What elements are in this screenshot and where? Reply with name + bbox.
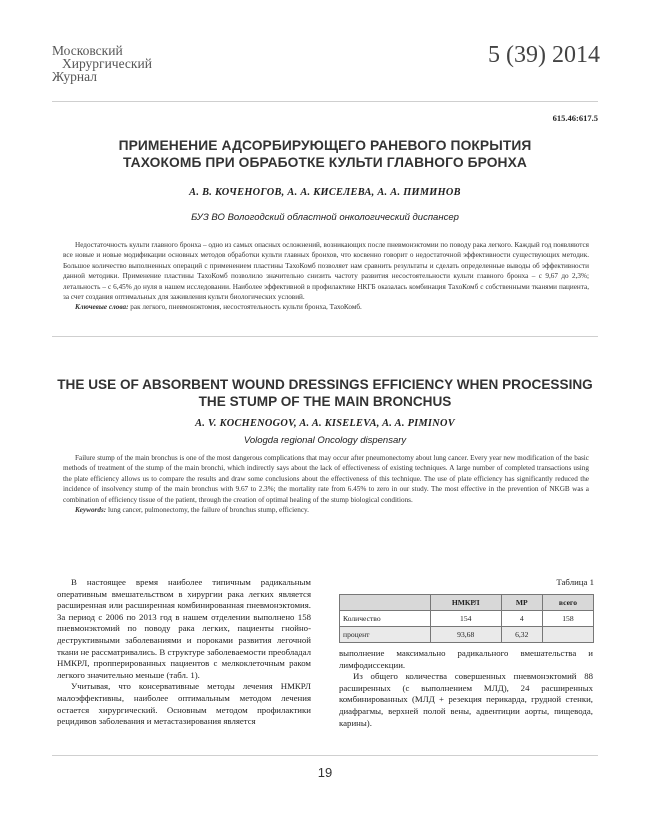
abstract-en [63,453,589,515]
table-header-cell: НМКРЛ [430,595,501,611]
article-title-ru: ПРИМЕНЕНИЕ АДСОРБИРУЮЩЕГО РАНЕВОГО ПОКРЫТИЯ ТАХОКОМБ ПРИ ОБРАБОТКЕ КУЛЬТИ ГЛАВНОГО БРОНХА [118,138,532,170]
keywords-ru-text: рак легкого, пневмонэктомия, несостоятельность культи бронха, ТахоКомб. [128,303,362,312]
logo-line-1: Московский [52,43,123,58]
logo-line-3: Журнал [52,69,98,84]
authors-en: A. V. KOCHENOGOV, A. A. KISELEVA, A. A. PIMINOV [195,418,455,429]
table-cell: 158 [542,611,593,627]
table-cell: 4 [501,611,542,627]
table-cell: процент [340,627,431,643]
body-paragraph: выполнение максимально радикального вмешательства и лимфодиссекции. [339,648,593,670]
table-cell: 93,68 [430,627,501,643]
table-cell: 6,32 [501,627,542,643]
issue-number: 5 (39) 2014 [488,42,600,68]
body-paragraph: Из общего количества совершенных пневмонэктомий 88 расширенных (с выполнением МЛД), 24 расширенных комбинированных (МЛД + резекция перикарда, грудной стенки, диафрагмы, верхней полой вены, адвентиции аорты, пищевода, карины). [339,671,593,728]
institution-ru: БУЗ ВО Вологодский областной онкологический диспансер [191,212,459,223]
footer-divider [52,755,598,756]
keywords-ru-label: Ключевые слова: [75,303,129,312]
page-number: 19 [317,765,333,780]
table-header-cell [340,595,431,611]
keywords-ru [63,302,589,312]
udc-code: 615.46:617.5 [552,113,598,123]
table-cell: 154 [430,611,501,627]
body-right-column [339,648,593,729]
authors-ru: А. В. КОЧЕНОГОВ, А. А. КИСЕЛЕВА, А. А. ПИМИНОВ [189,187,461,198]
table-1 [339,594,594,643]
table-caption: Таблица 1 [556,577,594,587]
abstract-en-text: Failure stump of the main bronchus is one of the most dangerous complications that may occur after pneumonectomy about lung cancer. Every year new modification of the basic methods of treatment of the stump of the main bronchi, which indirectly says about the lack of effectiveness of existing techniques. A large number of completed transactions using the plate efficiency allows us to compare the results and draw some conclusions about the effectiveness of this technique. The use of plate efficiency has significantly reduced the incidence of insolvency stump of the main bronchus with 9.67 to 2.3%; the mortality rate from 6.45% to zero in our study. The most effective in the prevention of NKGB was a combination of efficiency tissue of the patient, through the creation of optimal healing of the stump biological conditions. [63,454,589,504]
keywords-en-label: Keywords: [75,506,107,515]
table-row [340,611,594,627]
table-cell: Количество [340,611,431,627]
institution-en: Vologda regional Oncology dispensary [243,435,407,446]
section-divider [52,336,598,337]
table-header-cell: всего [542,595,593,611]
table-header-row [340,595,594,611]
body-left-column [57,577,311,728]
table-cell [542,627,593,643]
table-header-cell: МР [501,595,542,611]
article-title-en: THE USE OF ABSORBENT WOUND DRESSINGS EFFICIENCY WHEN PROCESSING THE STUMP OF THE MAIN BRONCHUS [57,377,593,409]
header-divider [52,101,598,102]
body-paragraph: Учитывая, что консервативные методы лечения НМКРЛ малоэффективны, наиболее оптимальным методом лечения остается хирургический. Основным методом профилактики рецидивов заболевания и метастазирования является [57,681,311,727]
journal-logo [52,44,172,90]
table-row [340,627,594,643]
abstract-ru [63,240,589,313]
logo-line-2: Хирургический [62,56,152,71]
abstract-ru-text: Недостаточность культи главного бронха – одно из самых опасных осложнений, возникающих после пневмонэктомии по поводу рака легкого. Каждый год появляются все новые и новые модификации основных методов обработки культи главных бронхов, что косвенно говорит о недостаточной эффективности существующих методик. Большое количество выполненных операций с применением пластины ТахоКомб позволяет нам сравнить результаты и сделать определенные выводы об эффективности данной методики. Применение пластины ТахоКомб позволило значительно снизить частоту развития несостоятельности культи главного бронха – с 9,67 до 2,3%; летальность – с 6,45% до нуля в нашем исследовании. Наиболее эффективной в профилактике НКГБ оказалась комбинация ТахоКомб с собственными тканями пациента, за счет создания оптимальных для заживления культи биологических условий. [63,241,589,302]
keywords-en-text: lung cancer, pulmonectomy, the failure of bronchus stump, efficiency. [106,506,309,515]
keywords-en [63,505,589,515]
body-paragraph: В настоящее время наиболее типичным радикальным оперативным вмешательством в хирургии рака легких является расширенная или расширенная комбинированная пневмонэктомия. За период с 2006 по 2013 год в нашем отделении выполнено 158 пневмонэктомий по поводу рака легких, пациенты гнойно-деструктивными заболеваниями и пороками развития легочной ткани не рассматривались. В структуре заболеваемости преобладал НМКРЛ, пропперированных пациентов с мелкоклеточным раком легкого значительно меньше (табл. 1). [57,577,311,680]
